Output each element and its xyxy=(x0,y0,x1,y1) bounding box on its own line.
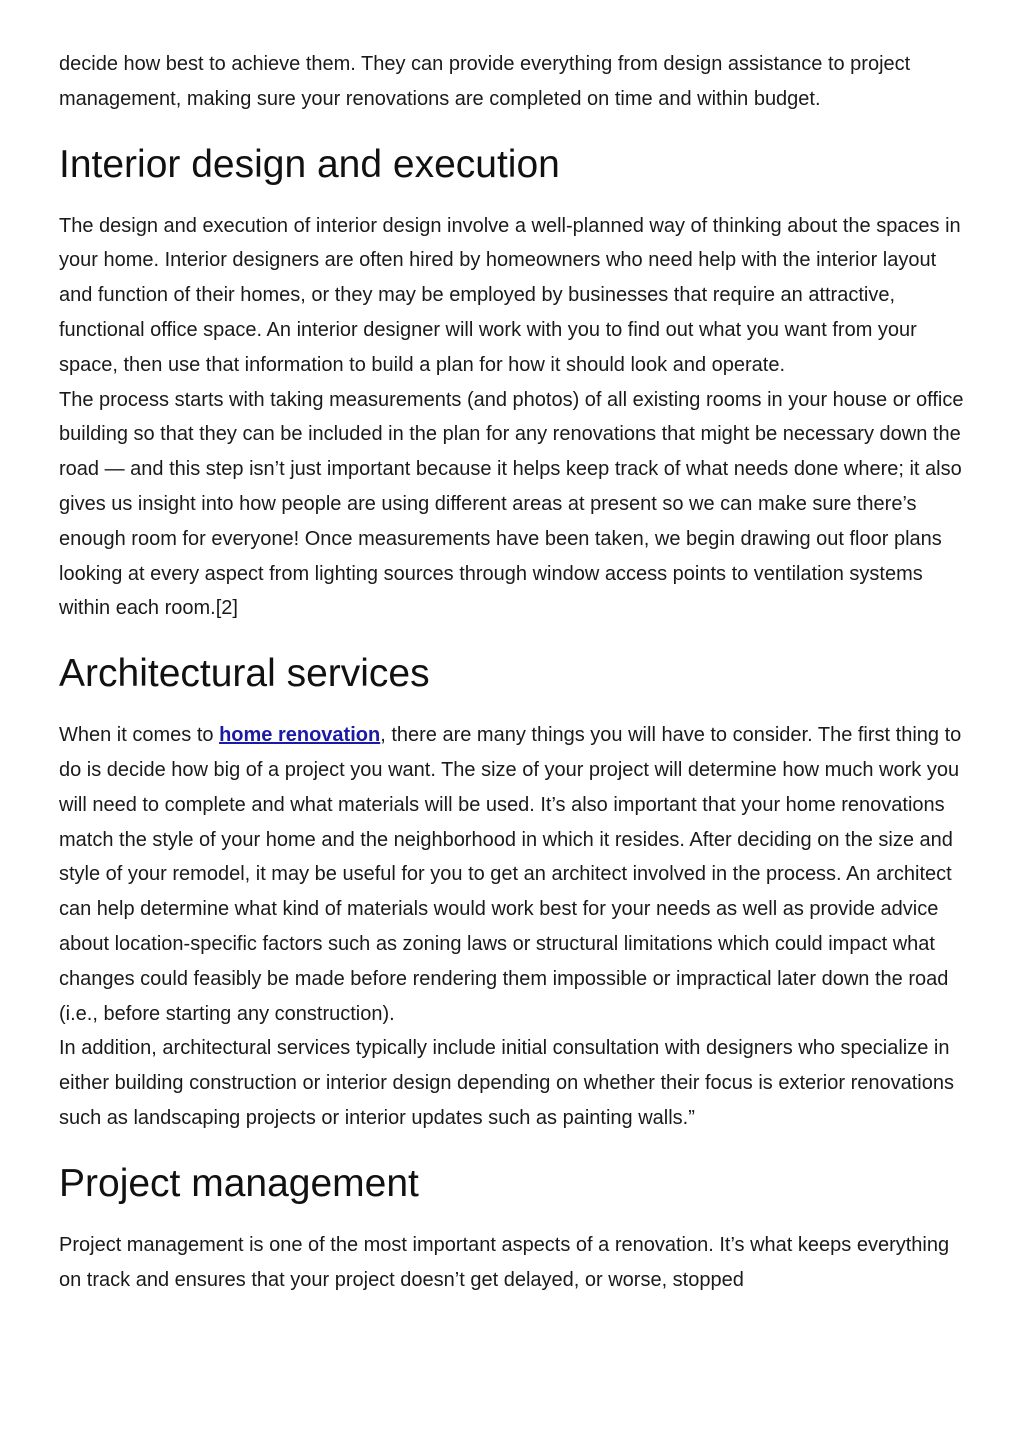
intro-paragraph: decide how best to achieve them. They can provide everything from design assistance to project management, making sure your renovations are completed on time and within budget. xyxy=(59,53,911,110)
heading-project-management: Project management xyxy=(59,1161,419,1205)
home-renovation-link[interactable]: home renovation xyxy=(219,724,381,747)
architectural-p1-text-before: When it comes to xyxy=(59,724,220,747)
heading-architectural-services: Architectural services xyxy=(59,652,430,696)
architectural-paragraph-1 xyxy=(59,718,966,1031)
project-paragraph-1: Project management is one of the most important aspects of a renovation. It’s what keeps everything on track and ensures that your project doesn’t get delayed, or worse, stopped xyxy=(59,1233,950,1291)
interior-paragraph-1: The design and execution of interior design involve a well-planned way of thinking about the spaces in your home. Interior designers are often hired by homeowners who need help with the interior layout and function of their homes, or they may be employed by businesses that require an attractive, functional office space. An interior designer will work with you to find out what you want from your space, then use that information to build a plan for how it should look and operate. xyxy=(59,214,961,376)
architectural-paragraph-2: In addition, architectural services typically include initial consultation with designers who specialize in either building construction or interior design depending on whether their focus is exterior renovations such as landscaping projects or interior updates such as painting walls.” xyxy=(59,1037,954,1129)
interior-paragraph-2: The process starts with taking measurements (and photos) of all existing rooms in your house or office building so that they can be included in the plan for any renovations that might be necessary down the road — and this step isn’t just important because it helps keep track of what needs done where; it also gives us insight into how people are using different areas at present so we can make sure there’s enough room for everyone! Once measurements have been taken, we begin drawing out floor plans looking at every aspect from lighting sources through window access points to ventilation systems within each room.[2] xyxy=(59,388,964,620)
architectural-p1-text-after: , there are many things you will have to consider. The first thing to do is decide how big of a project you want. The size of your project will determine how much work you will need to complete and what materials will be used. It’s also important that your home renovations match the style of your home and the neighborhood in which it resides. After deciding on the size and style of your remodel, it may be useful for you to get an architect involved in the process. An architect can help determine what kind of materials would work best for your needs as well as provide advice about location-specific factors such as zoning laws or structural limitations which could impact what changes could feasibly be made before rendering them impossible or impractical later down the road (i.e., before starting any construction). xyxy=(59,724,962,1025)
heading-interior-design: Interior design and execution xyxy=(59,142,560,186)
